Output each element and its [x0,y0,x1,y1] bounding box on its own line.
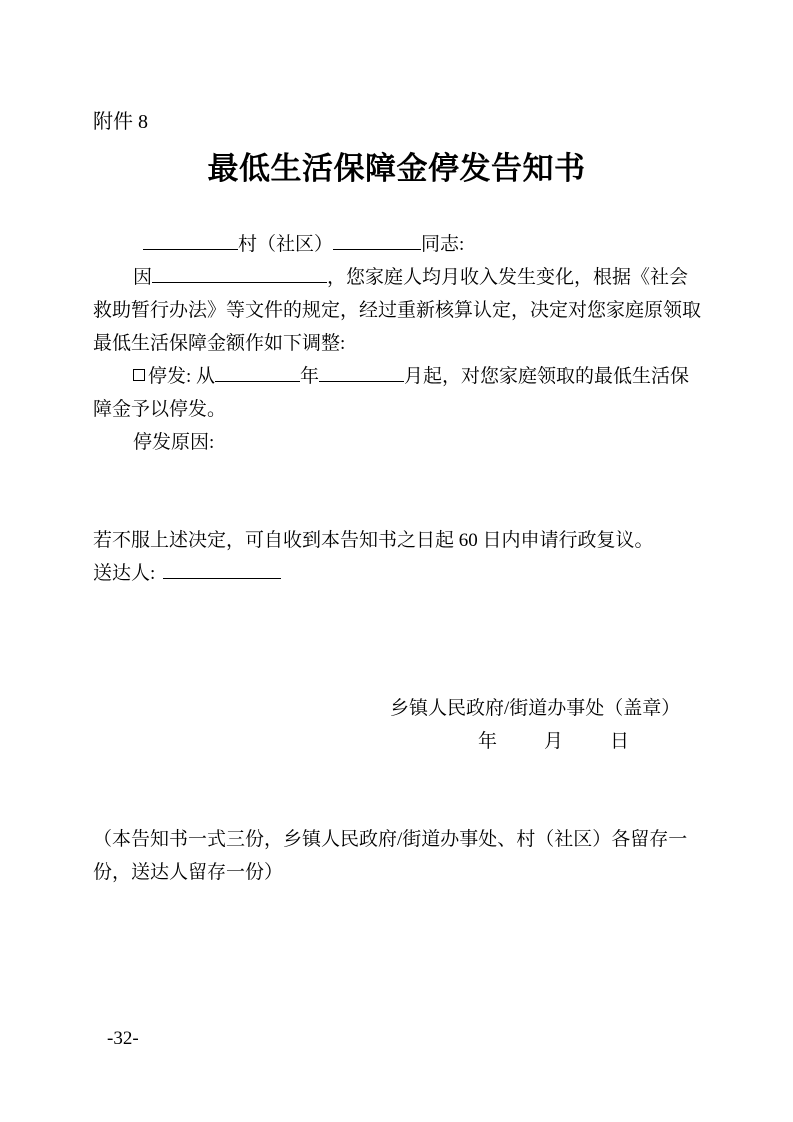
comrade-name-blank [333,247,421,250]
comrade-label: 同志: [421,234,465,255]
reason-line1-text: ，您家庭人均月收入发生变化，根据《社会 [327,267,689,288]
date-year-label: 年 [478,731,498,752]
stop-reason-label: 停发原因: [133,432,215,453]
reason-line-2: 救助暂行办法》等文件的规定，经过重新核算认定，决定对您家庭原领取 [93,300,702,321]
deliverer-blank [163,576,281,579]
signature-authority: 乡镇人民政府/街道办事处（盖章） [390,698,681,719]
year-blank [215,379,300,382]
footnote-line-1: （本告知书一式三份，乡镇人民政府/街道办事处、村（社区）各留存一 [93,829,688,850]
reason-line-3: 最低生活保障金额作如下调整: [93,333,346,354]
page-number: -32- [107,1028,139,1049]
attachment-label: 附件 8 [93,111,148,133]
year-label: 年 [300,366,320,387]
reason-line-1 [93,261,688,294]
salutation-line [93,228,464,261]
deliverer-label: 送达人: [93,563,156,584]
month-blank [319,379,404,382]
reason-prefix: 因 [133,267,153,288]
date-day-label: 日 [610,731,630,752]
appeal-notice: 若不服上述决定，可自收到本告知书之日起 60 日内申请行政复议。 [93,530,654,551]
village-name-blank [143,247,238,250]
stop-clause-line-2: 障金予以停发。 [93,399,227,420]
deliverer-line [93,557,281,590]
footnote-line-2: 份，送达人留存一份） [93,862,284,883]
reason-blank [152,280,327,283]
date-month-label: 月 [544,731,564,752]
checkbox-icon [133,369,145,381]
stop-line1-text: 月起，对您家庭领取的最低生活保 [404,366,690,387]
stop-clause-line-1 [93,360,689,393]
document-title: 最低生活保障金停发告知书 [207,151,586,186]
stop-label: 停发: 从 [148,366,216,387]
village-label: 村（社区） [238,234,334,255]
signature-date-line [478,725,629,758]
